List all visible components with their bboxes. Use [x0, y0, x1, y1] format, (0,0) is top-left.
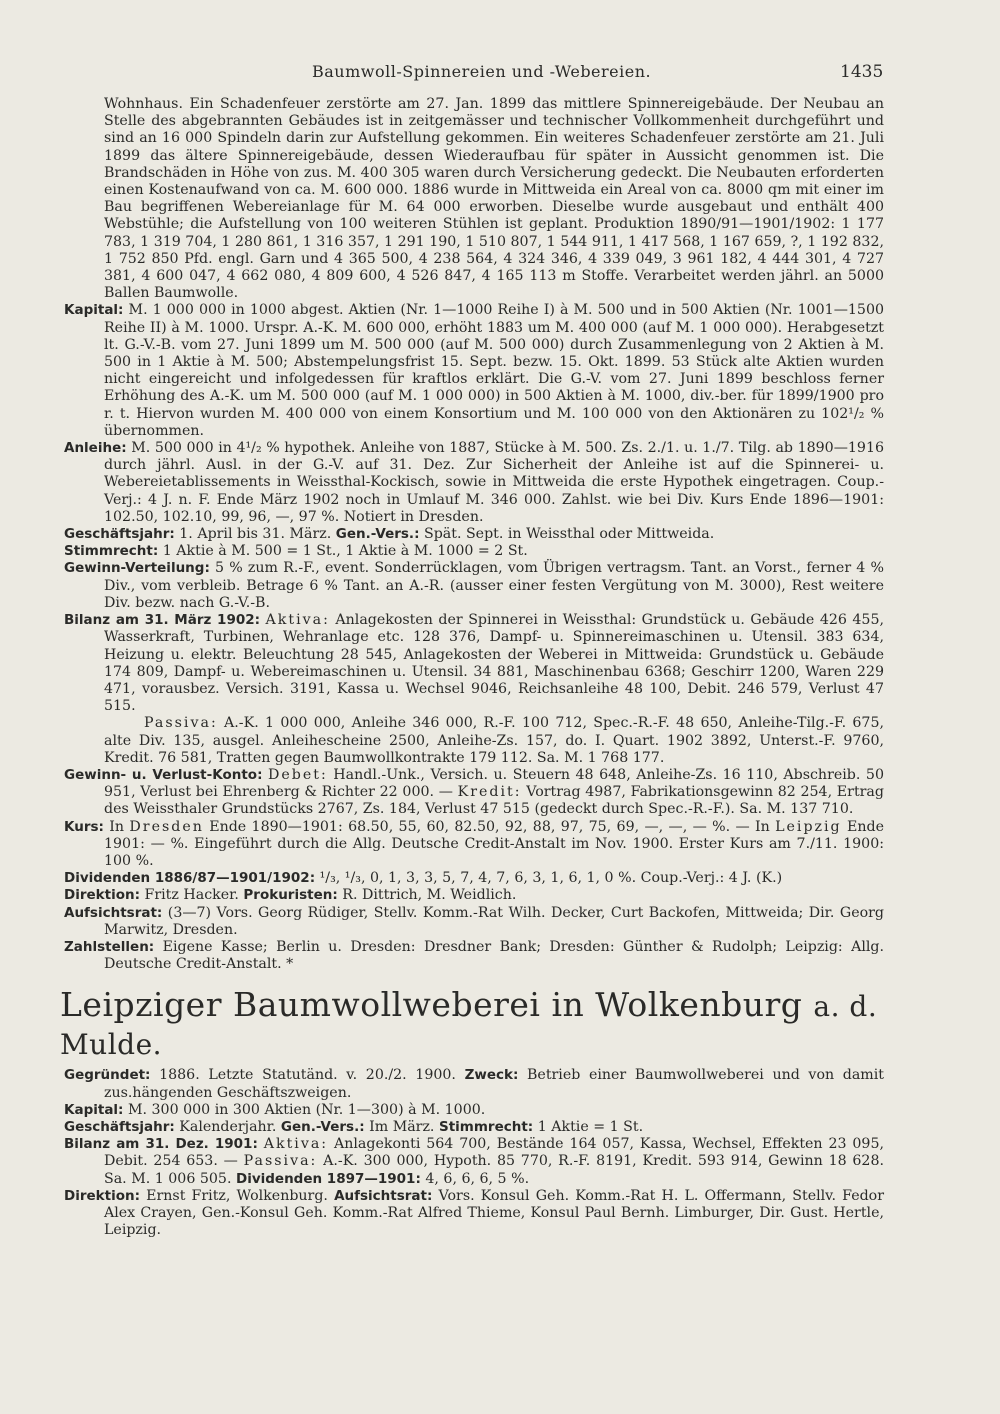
- entry1-geschaeftsjahr: [64, 526, 884, 543]
- geschaeftsjahr-label: Geschäftsjahr:: [64, 526, 175, 543]
- kapital-label: Kapital:: [64, 302, 124, 319]
- zahlstellen-label: Zahlstellen:: [64, 938, 155, 955]
- entry1-kapital: [64, 302, 884, 440]
- aufsichtsrat-text: (3—7) Vors. Georg Rüdiger, Stellv. Komm.-Rat Wilh. Decker, Curt Backofen, Mittweida; Dir. Georg Marwitz, Dresden.: [104, 904, 884, 938]
- entry2-geschaeftsjahr: [64, 1119, 884, 1136]
- zahlstellen-text: Eigene Kasse; Berlin u. Dresden: Dresdner Bank; Dresden: Günther & Rudolph; Leipzig: Allg. Deutsche Credit-Anstalt. *: [104, 938, 885, 973]
- kurs-text-1: In: [109, 818, 125, 835]
- debet-text: Handl.-Unk., Versich. u. Steuern 48 648, Anleihe-Zs. 16 110, Abschreib. 50 951, Verlust bei Ehrenberg & Richter 22 000. —: [104, 766, 884, 801]
- passiva-text: A.-K. 1 000 000, Anleihe 346 000, R.-F. 100 712, Spec.-R.-F. 48 650, Anleihe-Tilg.-F. 675, alte Div. 135, ausgel. Anleihescheine 2500, Anleihe-Zs. 157, do. I. Quart. 1902 3892, Unterst.-F. 9760, Kredit. 76 581, Tratten gegen Baumwollkontrakte 179 112. Sa. M. 1 768 177.: [104, 715, 884, 766]
- stimmrecht-text: 1 Aktie à M. 500 = 1 St., 1 Aktie à M. 1000 = 2 St.: [162, 543, 528, 560]
- entry1-intro: Wohnhaus. Ein Schadenfeuer zerstörte am 27. Jan. 1899 das mittlere Spinnereigebäude. Der Neubau an Stelle des abgebrannten Gebäudes ist in zeitgemässer und technischer Vollkommenheit durchgeführt und sind an 16 000 Spindeln darin zur Aufstellung gekommen. Ein weiteres Schadenfeuer zerstörte am 21. Juli 1899 das ältere Spinnereigebäude, dessen Wiederaufbau für später in Aussicht genommen ist. Die Brandschäden in Höhe von zus. M. 400 305 waren durch Versicherung gedeckt. Die Neubauten erforderten einen Kostenaufwand von ca. M. 600 000. 1886 wurde in Mittweida ein Areal von ca. 8000 qm mit einer im Bau begriffenen Webereianlage für M. 64 000 erworben. Dieselbe wurde ausgebaut und enthält 400 Webstühle; die Aufstellung von 100 weiteren Stühlen ist geplant. Produktion 1890/91—1901/1902: 1 177 783, 1 319 704, 1 280 861, 1 316 357, 1 291 190, 1 510 807, 1 544 911, 1 417 568, 1 167 659, ?, 1 192 832, 1 752 850 Pfd. engl. Garn und 4 365 500, 4 238 564, 4 324 346, 4 339 049, 3 961 182, 4 444 301, 4 727 381, 4 600 047, 4 662 080, 4 809 600, 4 526 847, 4 165 113 m Stoffe. Verarbeitet werden jährl. an 5000 Ballen Baumwolle.: [104, 96, 884, 302]
- zweck-label: Zweck:: [464, 1067, 519, 1084]
- aktiva-label: Aktiva:: [265, 612, 330, 629]
- kapital2-label: Kapital:: [64, 1101, 124, 1118]
- kurs-dresden: Dresden: [129, 818, 204, 835]
- gewinnverteilung-label: Gewinn-Verteilung:: [64, 560, 210, 577]
- aktiva-text: Anlagekosten der Spinnerei in Weissthal: Grundstück u. Gebäude 426 455, Wasserkraft, Turbinen, Wehranlage etc. 128 376, Dampf- u. Spinnereimaschinen u. Utensil. 383 634, Heizung u. elektr. Beleuchtung 28 545, Anlagekosten der Weberei in Mittweida: Grundstück u. Gebäude 174 809, Dampf- u. Webereimaschinen u. Utensil. 34 881, Maschinenbau 6368; Geschirr 1200, Waren 229 471, vorausbez. Versich. 3191, Kassa u. Wechsel 9046, Reichsanleihe 48 100, Debit. 246 579, Verlust 47 515.: [104, 612, 884, 715]
- entry1-dividenden: [64, 870, 884, 887]
- passiva2-text: A.-K. 300 000, Hypoth. 85 770, R.-F. 8191, Kredit. 593 914, Gewinn 18 628. Sa. M. 1 006 505.: [104, 1153, 885, 1187]
- entry1-anleihe: [64, 440, 884, 526]
- header-title: Baumwoll-Spinnereien und -Webereien.: [312, 62, 652, 81]
- bilanz2-label: Bilanz am 31. Dez. 1901:: [64, 1136, 258, 1153]
- guv-label: Gewinn- u. Verlust-Konto:: [64, 766, 263, 783]
- kredit-label: Kredit:: [457, 784, 522, 801]
- geschaeftsjahr2-label: Geschäftsjahr:: [64, 1118, 175, 1135]
- entry1-bilanz: [64, 612, 884, 715]
- entry2-direktion: [64, 1188, 884, 1240]
- aktiva2-label: Aktiva:: [263, 1136, 329, 1153]
- direktion2-text: Ernst Fritz, Wolkenburg.: [146, 1187, 328, 1204]
- entry1-direktion: [64, 887, 884, 904]
- aufsichtsrat-label: Aufsichtsrat:: [64, 904, 163, 921]
- debet-label: Debet:: [268, 766, 328, 783]
- dividenden2-text: 4, 6, 6, 6, 5 %.: [425, 1170, 530, 1187]
- entry1-passiva: [64, 715, 884, 767]
- kurs-text-2: Ende 1890—1901: 68.50, 55, 60, 82.50, 92, 88, 97, 75, 69, —, —, — %. — In: [209, 818, 770, 835]
- stimmrecht-label: Stimmrecht:: [64, 543, 159, 560]
- kurs-leipzig: Leipzig: [775, 818, 842, 835]
- aufsichtsrat2-label: Aufsichtsrat:: [334, 1187, 433, 1204]
- geschaeftsjahr-text: 1. April bis 31. März.: [179, 526, 332, 543]
- genvers2-label: Gen.-Vers.:: [280, 1118, 365, 1135]
- prokuristen-text: R. Dittrich, M. Weidlich.: [342, 887, 517, 904]
- aufsichtsrat2-text: Vors. Konsul Geh. Komm.-Rat H. L. Offermann, Stellv. Fedor Alex Crayen, Gen.-Konsul Geh. Komm.-Rat Alfred Thieme, Konsul Paul Bernh. Limburger, Dir. Gust. Hertle, Leipzig.: [104, 1187, 884, 1239]
- kredit-text: Vortrag 4987, Fabrikationsgewinn 82 254, Ertrag des Weissthaler Grundstücks 2767, Zs. 184, Verlust 47 515 (gedeckt durch Spec.-R.-F.). Sa. M. 137 710.: [104, 784, 884, 818]
- entry2-bilanz: [64, 1136, 884, 1188]
- direktion2-label: Direktion:: [64, 1187, 140, 1204]
- entry1-aufsichtsrat: [64, 905, 884, 939]
- passiva-label: Passiva:: [144, 715, 218, 732]
- prokuristen-label: Prokuristen:: [243, 887, 338, 904]
- entry1-gewinnverteilung: [64, 560, 884, 612]
- gegruendet-text: 1886. Letzte Statutänd. v. 20./2. 1900.: [159, 1067, 456, 1084]
- kapital2-text: M. 300 000 in 300 Aktien (Nr. 1—300) à M. 1000.: [127, 1101, 486, 1118]
- anleihe-label: Anleihe:: [64, 440, 127, 457]
- gegruendet-label: Gegründet:: [64, 1067, 151, 1084]
- genvers2-text: Im März.: [369, 1118, 435, 1135]
- page-number: 1435: [840, 62, 884, 82]
- stimmrecht2-text: 1 Aktie = 1 St.: [537, 1118, 644, 1135]
- dividenden-text: ¹/₃, ¹/₃, 0, 1, 3, 3, 5, 7, 4, 7, 6, 3, 1, 6, 1, 0 %. Coup.-Verj.: 4 J. (K.): [319, 870, 783, 887]
- running-header: [0, 62, 1000, 86]
- entry2-kapital: [64, 1102, 884, 1119]
- anleihe-text: M. 500 000 in 4¹/₂ % hypothek. Anleihe von 1887, Stücke à M. 500. Zs. 2./1. u. 1./7. Tilg. ab 1890—1916 durch jährl. Ausl. in der G.-V. auf 31. Dez. Zur Sicherheit der Anleihe ist auf die Spinnerei- u. Webereietablissements in Weissthal-Kockisch, sowie in Mittweida die erste Hypothek eingetragen. Coup.-Verj.: 4 J. n. F. Ende März 1902 noch in Umlauf M. 346 000. Zahlst. wie bei Div. Kurs Ende 1896—1901: 102.50, 102.10, 99, 96, —, 97 %. Notiert in Dresden.: [104, 440, 884, 525]
- entry1-zahlstellen: [64, 939, 884, 973]
- geschaeftsjahr2-text: Kalenderjahr.: [179, 1118, 277, 1135]
- stimmrecht2-label: Stimmrecht:: [438, 1118, 534, 1135]
- kurs-label: Kurs:: [64, 818, 104, 835]
- gewinnverteilung-text: 5 % zum R.-F., event. Sonderrücklagen, vom Übrigen vertragsm. Tant. an Vorst., ferner 4 % Div., vom verbleib. Betrage 6 % Tant. an A.-R. (ausser einer festen Vergütung von M. 3000), Rest weitere Div. bezw. nach G.-V.-B.: [104, 560, 884, 611]
- page-body: [60, 96, 885, 1239]
- company-suffix: a. d. Mulde.: [60, 990, 878, 1062]
- entry2-gegruendet: [64, 1067, 884, 1101]
- direktion-label: Direktion:: [64, 887, 140, 904]
- entry1-kurs: [64, 819, 884, 871]
- bilanz-label: Bilanz am 31. März 1902:: [64, 612, 261, 629]
- genvers-label: Gen.-Vers.:: [335, 526, 420, 543]
- zweck-text: Betrieb einer Baumwollweberei und von damit zus.hängenden Geschäftszweigen.: [104, 1067, 884, 1101]
- entry1-stimmrecht: [64, 543, 884, 560]
- passiva2-label: Passiva:: [243, 1153, 318, 1170]
- direktion-text: Fritz Hacker.: [144, 887, 239, 904]
- genvers-text: Spät. Sept. in Weissthal oder Mittweida.: [423, 526, 715, 543]
- kapital-text: M. 1 000 000 in 1000 abgest. Aktien (Nr. 1—1000 Reihe I) à M. 500 und in 500 Aktien (Nr. 1001—1500 Reihe II) à M. 1000. Urspr. A.-K. M. 600 000, erhöht 1883 um M. 400 000 (auf M. 1 000 000). Herabgesetzt lt. G.-V.-B. vom 27. Juni 1899 um M. 500 000 (auf M. 500 000) durch Zusammenlegung von 2 Aktien à M. 500 in 1 Aktie à M. 500; Abstempelungsfrist 15. Sept. bezw. 15. Okt. 1899. 53 Stück alte Aktien wurden nicht eingereicht und infolgedessen für kraftlos erklärt. Die G.-V. vom 27. Juni 1899 beschloss ferner Erhöhung des A.-K. um M. 500 000 (auf M. 1 000 000) in 500 Aktien à M. 1000, div.-ber. für 1899/1900 pro r. t. Hiervon wurden M. 400 000 von einem Konsortium und M. 100 000 von den Aktionären zu 102¹/₂ % übernommen.: [104, 302, 885, 439]
- aktiva2-text: Anlagekonti 564 700, Bestände 164 057, Kassa, Wechsel, Effekten 23 095, Debit. 254 653. —: [104, 1136, 884, 1170]
- company-heading: [60, 987, 884, 1063]
- dividenden-label: Dividenden 1886/87—1901/1902:: [64, 870, 316, 887]
- kurs-text-3: Ende 1901: — %. Eingeführt durch die Allg. Deutsche Credit-Anstalt im Nov. 1900. Erster Kurs am 7./11. 1900: 100 %.: [104, 818, 884, 869]
- entry1-guv: [64, 767, 884, 819]
- company-name: Leipziger Baumwollweberei in Wolkenburg: [60, 985, 803, 1025]
- dividenden2-label: Dividenden 1897—1901:: [235, 1170, 421, 1187]
